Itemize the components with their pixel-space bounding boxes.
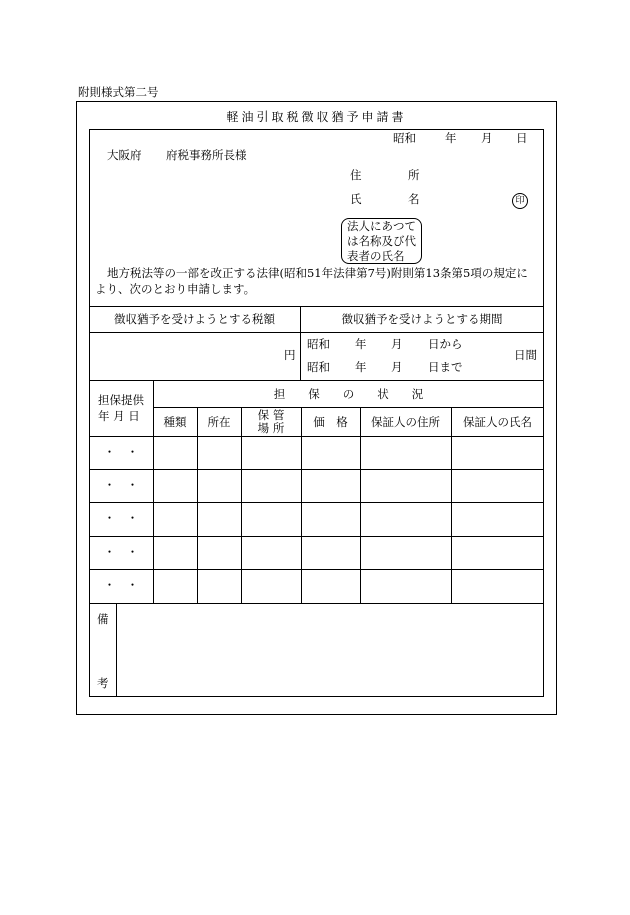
- statement-line-2: より、次のとおり申請します。: [95, 282, 256, 296]
- remarks-divider: [116, 603, 117, 697]
- name-label-2: 名: [408, 192, 420, 206]
- period-from-month: 月: [391, 337, 403, 351]
- corporate-note-line-1: 法人にあつて: [347, 219, 416, 233]
- period-from-year: 年: [355, 337, 367, 351]
- form-title: 軽油引取税徴収猶予申請書: [226, 110, 407, 124]
- date-month: 月: [481, 131, 493, 145]
- amount-header: 徴収猶予を受けようとする税額: [114, 312, 275, 326]
- column-line-storage: [301, 407, 302, 604]
- column-header-type: 種類: [163, 415, 187, 429]
- collateral-date-column-line: [153, 380, 154, 604]
- remarks-label-top: 備: [97, 612, 109, 626]
- date-era: 昭和: [393, 131, 416, 145]
- collateral-row-line: [89, 536, 544, 537]
- corporate-note-line-2: は名称及び代: [347, 234, 416, 248]
- period-to-suffix: 日まで: [428, 360, 463, 374]
- address-label-2: 所: [408, 168, 420, 182]
- collateral-row-line: [89, 469, 544, 470]
- date-year: 年: [445, 131, 457, 145]
- addressee-prefecture: 大阪府: [107, 148, 142, 162]
- row-date-placeholder: ・ ・: [103, 478, 139, 492]
- statement-line-1: 地方税法等の一部を改正する法律(昭和51年法律第7号)附則第13条第5項の規定に: [107, 266, 528, 280]
- column-header-guarantor-address: 保証人の住所: [371, 415, 440, 429]
- date-day: 日: [516, 131, 528, 145]
- address-label-1: 住: [350, 168, 362, 182]
- form-number: 附則様式第二号: [78, 85, 159, 99]
- collateral-status-header-line: [153, 407, 544, 408]
- row-date-placeholder: ・ ・: [103, 445, 139, 459]
- inner-frame: [89, 129, 544, 697]
- section-divider-top: [89, 306, 544, 307]
- period-header: 徴収猶予を受けようとする期間: [341, 312, 503, 326]
- row-date-placeholder: ・ ・: [103, 578, 139, 592]
- column-header-guarantor-name: 保証人の氏名: [463, 415, 532, 429]
- period-to-era: 昭和: [307, 360, 330, 374]
- collateral-row-line: [89, 502, 544, 503]
- corporate-note-line-3: 表者の氏名: [347, 249, 405, 263]
- name-label-1: 氏: [350, 192, 362, 206]
- seal-mark: 印: [512, 193, 528, 209]
- column-line-price: [360, 407, 361, 604]
- period-days: 日間: [514, 348, 537, 362]
- addressee-office: 府税事務所長様: [166, 148, 247, 162]
- column-header-storage-1: 保 管: [257, 408, 285, 422]
- column-line-location: [241, 407, 242, 604]
- column-line-type: [197, 407, 198, 604]
- column-header-storage-2: 場 所: [257, 421, 285, 435]
- column-header-location: 所在: [207, 415, 231, 429]
- column-line-guarantor-address: [451, 407, 452, 604]
- row-date-placeholder: ・ ・: [103, 545, 139, 559]
- amount-header-divider: [89, 332, 544, 333]
- row-date-placeholder: ・ ・: [103, 511, 139, 525]
- remarks-label-bottom: 考: [97, 676, 109, 690]
- period-to-year: 年: [355, 360, 367, 374]
- amount-unit: 円: [284, 348, 296, 362]
- column-header-price: 価 格: [313, 415, 348, 429]
- period-from-suffix: 日から: [428, 337, 463, 351]
- collateral-date-header-2: 年 月 日: [98, 409, 140, 423]
- period-from-era: 昭和: [307, 337, 330, 351]
- amount-section-bottom: [89, 380, 544, 381]
- collateral-status-header: 担 保 の 状 況: [273, 387, 424, 401]
- collateral-row-line: [89, 569, 544, 570]
- period-to-month: 月: [391, 360, 403, 374]
- collateral-table-bottom: [89, 603, 544, 604]
- collateral-date-header-1: 担保提供: [98, 393, 144, 407]
- collateral-header-bottom: [89, 436, 544, 437]
